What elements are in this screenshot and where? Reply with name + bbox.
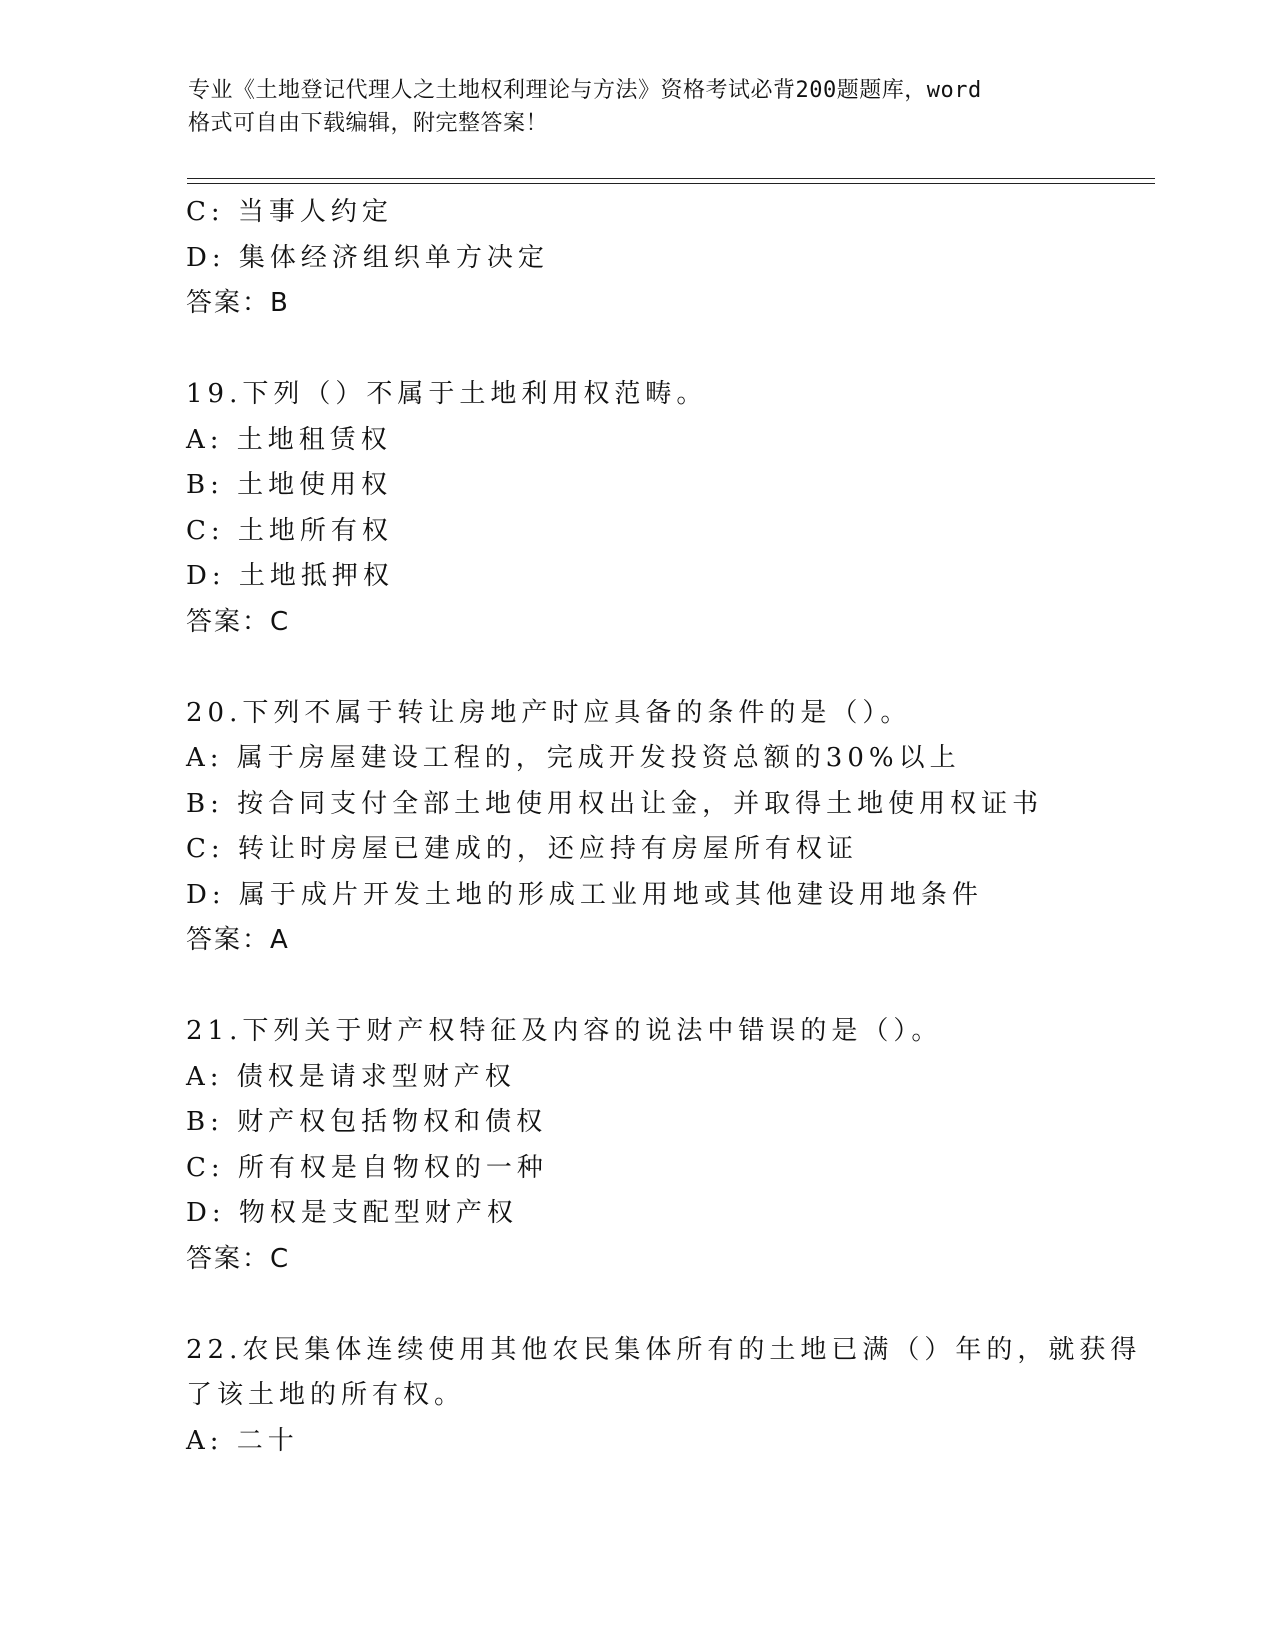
answer-line: 答案：A	[186, 925, 290, 955]
option-b: B: 按合同支付全部土地使用权出让金，并取得土地使用权证书	[186, 788, 1044, 819]
option-c: C: 当事人约定	[186, 197, 393, 227]
option-d: D: 土地抵押权	[186, 561, 394, 591]
question-text: 19.下列（）不属于土地利用权范畴。	[186, 379, 708, 409]
option-a: A: 二十	[186, 1425, 299, 1456]
header-divider-bottom	[187, 183, 1155, 184]
question-text-line-1: 22.农民集体连续使用其他农民集体所有的土地已满（）年的，就获得	[186, 1334, 1142, 1365]
question-text: 20.下列不属于转让房地产时应具备的条件的是（）。	[186, 697, 912, 728]
option-c: C: 转让时房屋已建成的，还应持有房屋所有权证	[186, 834, 858, 864]
option-c: C: 所有权是自物权的一种	[186, 1152, 548, 1183]
header-line-1: 专业《土地登记代理人之土地权利理论与方法》资格考试必背200题题库，word	[188, 78, 982, 103]
question-list	[186, 190, 1176, 1464]
spacer	[186, 327, 1176, 373]
question-18-tail	[186, 190, 1176, 327]
option-d: D: 集体经济组织单方决定	[186, 242, 549, 273]
question-text: 21.下列关于财产权特征及内容的说法中错误的是（）。	[186, 1016, 943, 1046]
spacer	[186, 1282, 1176, 1328]
option-a: A: 属于房屋建设工程的，完成开发投资总额的30%以上	[186, 743, 961, 773]
document-header	[188, 74, 1088, 140]
option-a: A: 债权是请求型财产权	[186, 1061, 516, 1092]
answer-line: 答案：C	[186, 1243, 291, 1274]
answer-line: 答案：C	[186, 606, 291, 637]
question-19	[186, 372, 1176, 645]
option-b: B: 土地使用权	[186, 470, 393, 500]
header-line-2: 格式可自由下载编辑，附完整答案！	[188, 111, 549, 136]
spacer	[186, 964, 1176, 1010]
question-22	[186, 1328, 1176, 1465]
option-c: C: 土地所有权	[186, 515, 393, 546]
spacer	[186, 645, 1176, 691]
option-d: D: 物权是支配型财产权	[186, 1198, 518, 1228]
option-b: B: 财产权包括物权和债权	[186, 1107, 548, 1137]
answer-line: 答案：B	[186, 288, 290, 318]
option-a: A: 土地租赁权	[186, 424, 392, 455]
question-text-line-2: 了该土地的所有权。	[186, 1380, 466, 1410]
question-21	[186, 1009, 1176, 1282]
question-20	[186, 691, 1176, 964]
option-d: D: 属于成片开发土地的形成工业用地或其他建设用地条件	[186, 879, 983, 910]
header-divider-top	[187, 178, 1155, 179]
